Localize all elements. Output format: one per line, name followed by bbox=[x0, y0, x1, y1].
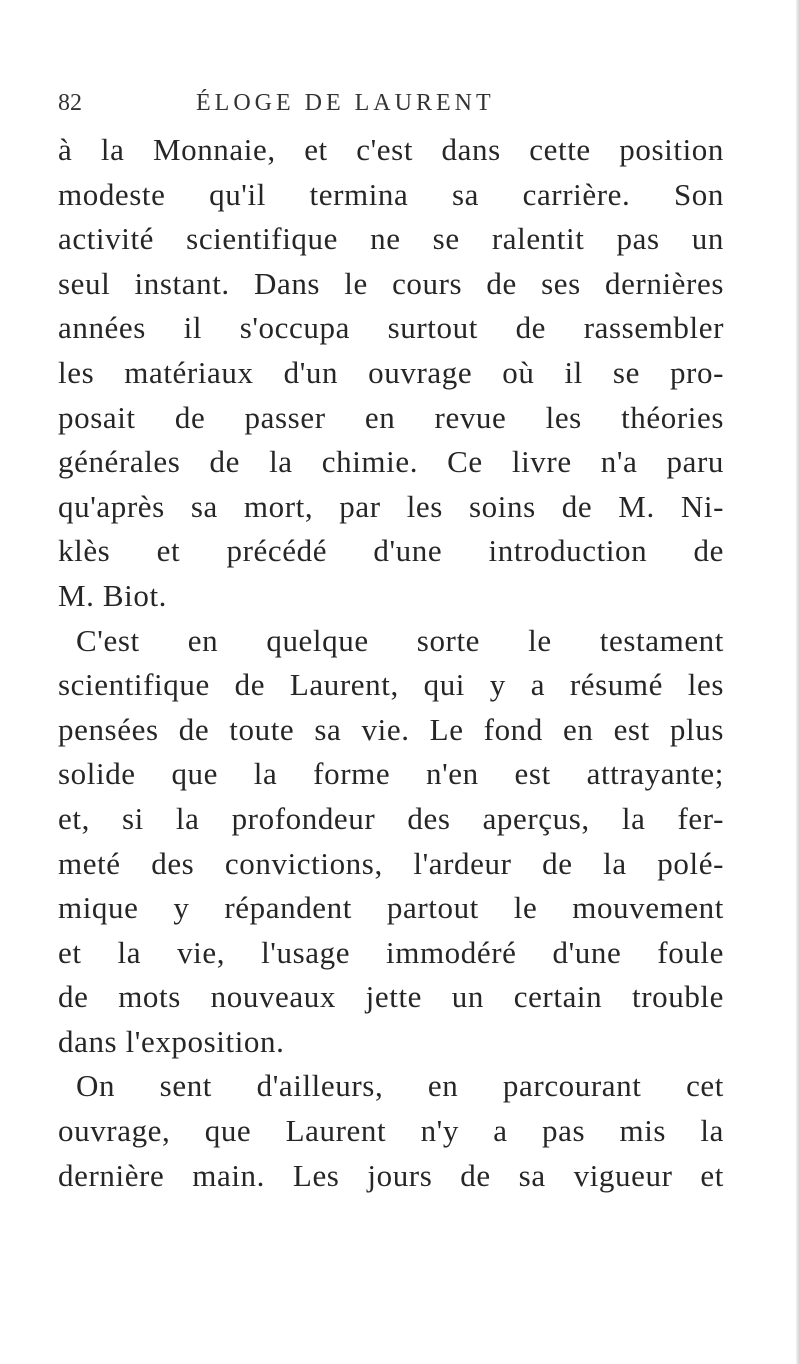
text-line: activité scientifique ne se ralentit pas un bbox=[58, 221, 724, 257]
text-line: pensées de toute sa vie. Le fond en est plus bbox=[58, 711, 724, 747]
text-line: meté des convictions, l'ardeur de la polé- bbox=[58, 845, 724, 881]
body-text bbox=[58, 128, 724, 1198]
text-line: posait de passer en revue les théories bbox=[58, 399, 724, 435]
text-line: mique y répandent partout le mouvement bbox=[58, 890, 724, 926]
text-line: ouvrage, que Laurent n'y a pas mis la bbox=[58, 1113, 724, 1149]
text-line: à la Monnaie, et c'est dans cette position bbox=[58, 132, 724, 167]
text-line: de mots nouveaux jette un certain trouble bbox=[58, 979, 724, 1015]
page-edge bbox=[796, 0, 800, 1364]
text-line: On sent d'ailleurs, en parcourant cet bbox=[76, 1068, 724, 1104]
text-line: années il s'occupa surtout de rassembler bbox=[58, 310, 724, 346]
running-head bbox=[58, 88, 758, 124]
text-line: et la vie, l'usage immodéré d'une foule bbox=[58, 934, 724, 970]
text-line: qu'après sa mort, par les soins de M. Ni- bbox=[58, 488, 724, 524]
text-line: scientifique de Laurent, qui y a résumé les bbox=[58, 667, 724, 703]
text-line: C'est en quelque sorte le testament bbox=[76, 622, 724, 658]
text-line: dernière main. Les jours de sa vigueur et bbox=[58, 1157, 724, 1193]
text-line: modeste qu'il termina sa carrière. Son bbox=[58, 176, 724, 212]
running-title: ÉLOGE DE LAURENT bbox=[196, 90, 495, 116]
text-line: dans l'exposition. bbox=[58, 1023, 285, 1059]
text-line: klès et précédé d'une introduction de bbox=[58, 533, 724, 569]
text-line: générales de la chimie. Ce livre n'a paru bbox=[58, 444, 724, 480]
page-number: 82 bbox=[58, 90, 82, 116]
text-line: les matériaux d'un ouvrage où il se pro- bbox=[58, 354, 724, 390]
text-line: solide que la forme n'en est attrayante; bbox=[58, 756, 724, 792]
text-line: et, si la profondeur des aperçus, la fer- bbox=[58, 800, 724, 836]
text-line: M. Biot. bbox=[58, 577, 168, 613]
text-line: seul instant. Dans le cours de ses dernières bbox=[58, 265, 724, 301]
